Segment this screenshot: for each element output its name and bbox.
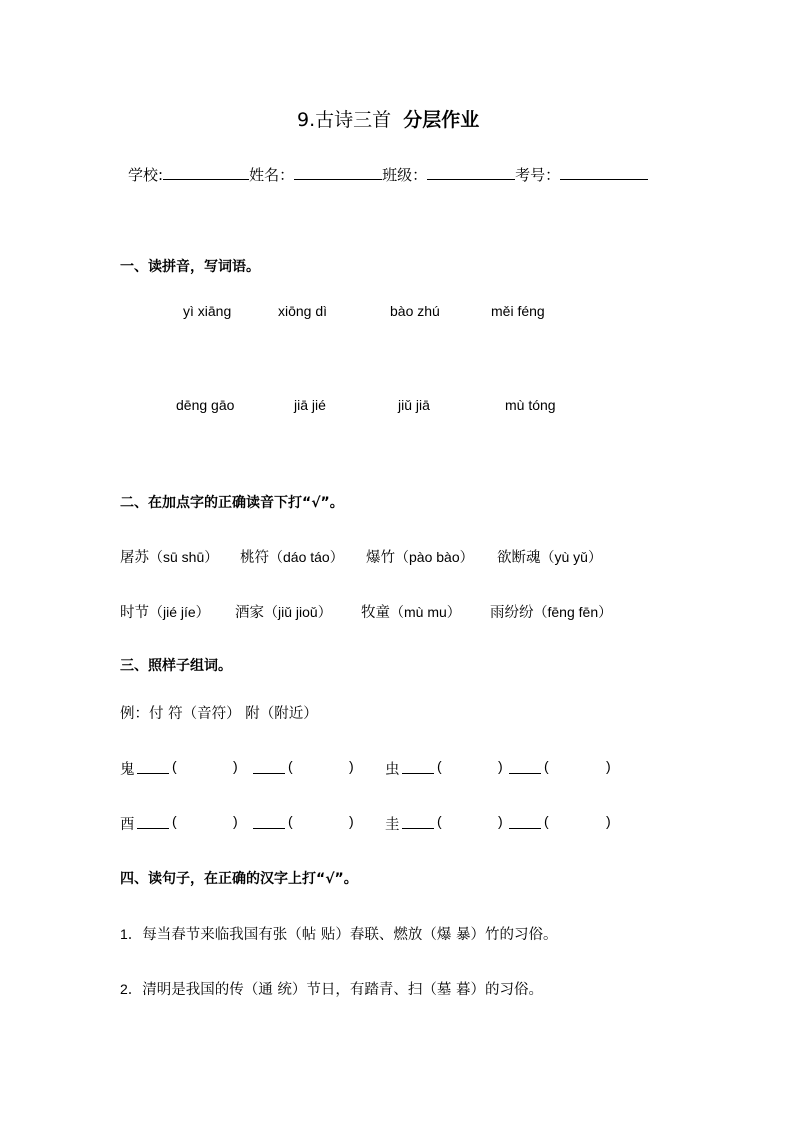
open-paren: (: [437, 758, 442, 774]
class-blank[interactable]: [427, 178, 515, 180]
page-title: [297, 105, 479, 132]
word-blank[interactable]: [137, 827, 169, 829]
reading-pinyin: （yù yǔ）: [540, 549, 602, 565]
word-blank[interactable]: [253, 827, 285, 829]
open-paren: (: [544, 813, 549, 829]
section2-heading: 二、在加点字的正确读音下打“√”。: [120, 495, 344, 511]
reading-item-6: [235, 601, 332, 622]
open-paren: (: [288, 813, 293, 829]
reading-word: 欲断魂: [497, 550, 541, 566]
title-main: 古诗三首: [315, 109, 392, 131]
reading-word: 屠苏: [120, 550, 149, 566]
sentence-1: [120, 923, 558, 944]
word-char-you: 酉: [120, 817, 135, 833]
word-char-chong: 虫: [385, 762, 400, 778]
close-paren: ): [233, 758, 238, 774]
open-paren: (: [544, 758, 549, 774]
close-paren: ): [498, 758, 503, 774]
sentence-number: 2: [120, 981, 128, 997]
close-paren: ): [606, 813, 611, 829]
pinyin-6: jiā jié: [294, 397, 326, 413]
pinyin-7: jiǔ jiā: [398, 397, 430, 413]
word-blank[interactable]: [402, 772, 434, 774]
close-paren: ): [349, 758, 354, 774]
reading-word: 桃符: [240, 550, 269, 566]
student-info-line: [128, 164, 648, 185]
reading-item-7: [361, 601, 461, 622]
class-label: 班级：: [382, 166, 428, 184]
name-label: 姓名：: [249, 166, 295, 184]
open-paren: (: [288, 758, 293, 774]
reading-item-2: [240, 546, 344, 567]
title-sub: 分层作业: [403, 109, 480, 131]
reading-item-5: [120, 601, 210, 622]
reading-word: 时节: [120, 605, 149, 621]
reading-pinyin: （sū shū）: [149, 549, 219, 565]
open-paren: (: [172, 813, 177, 829]
word-blank[interactable]: [137, 772, 169, 774]
word-blank[interactable]: [402, 827, 434, 829]
school-blank[interactable]: [163, 178, 249, 180]
reading-item-3: [366, 546, 474, 567]
section1-heading: 一、读拼音，写词语。: [120, 259, 260, 275]
reading-pinyin: （jié jíe）: [149, 604, 210, 620]
close-paren: ): [498, 813, 503, 829]
sentence-number: 1: [120, 926, 128, 942]
example-line: 例：付 符（音符） 附（附近）: [120, 706, 318, 722]
open-paren: (: [172, 758, 177, 774]
pinyin-5: dēng gāo: [176, 397, 235, 413]
reading-word: 爆竹: [366, 550, 395, 566]
pinyin-8: mù tóng: [505, 397, 556, 413]
title-number: 9.: [297, 109, 316, 131]
word-char-gui: 鬼: [120, 762, 135, 778]
exam-no-label: 考号：: [515, 166, 561, 184]
pinyin-3: bào zhú: [390, 303, 440, 319]
word-blank[interactable]: [509, 772, 541, 774]
open-paren: (: [437, 813, 442, 829]
sentence-2: [120, 978, 543, 999]
reading-item-8: [490, 601, 612, 622]
name-blank[interactable]: [294, 178, 382, 180]
close-paren: ): [606, 758, 611, 774]
pinyin-2: xiōng dì: [278, 303, 328, 319]
reading-item-4: [497, 546, 602, 567]
sentence-text: ．清明是我国的传（通 统）节日，有踏青、扫（墓 暮）的习俗。: [127, 982, 544, 998]
reading-word: 牧童: [361, 605, 390, 621]
word-blank[interactable]: [253, 772, 285, 774]
reading-item-1: [120, 546, 218, 567]
section4-heading: 四、读句子，在正确的汉字上打“√”。: [120, 871, 358, 887]
pinyin-4: měi féng: [491, 303, 545, 319]
reading-pinyin: （pào bào）: [395, 549, 474, 565]
word-char-gui2: 圭: [385, 817, 400, 833]
section3-heading: 三、照样子组词。: [120, 658, 232, 674]
reading-word: 雨纷纷: [490, 605, 534, 621]
exam-no-blank[interactable]: [560, 178, 648, 180]
close-paren: ): [349, 813, 354, 829]
school-label: 学校:: [128, 166, 164, 184]
word-blank[interactable]: [509, 827, 541, 829]
close-paren: ): [233, 813, 238, 829]
reading-word: 酒家: [235, 605, 264, 621]
reading-pinyin: （jiǔ jioǔ）: [264, 604, 332, 620]
sentence-text: ．每当春节来临我国有张（帖 贴）春联、燃放（爆 暴）竹的习俗。: [127, 927, 558, 943]
pinyin-1: yì xiāng: [183, 303, 232, 319]
reading-pinyin: （fēng fēn）: [533, 604, 613, 620]
reading-pinyin: （mù mu）: [390, 604, 461, 620]
reading-pinyin: （dáo táo）: [269, 549, 344, 565]
